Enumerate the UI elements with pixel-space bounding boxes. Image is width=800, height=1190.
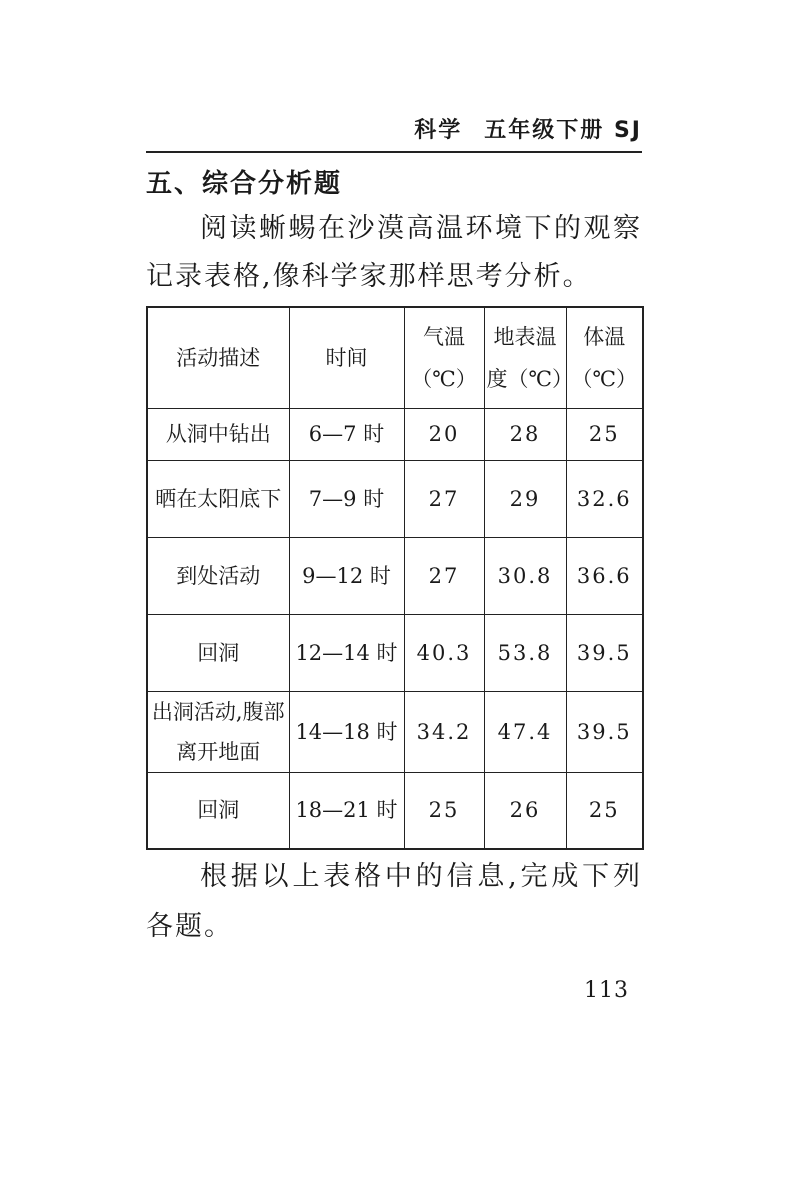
table-row xyxy=(147,691,643,772)
column-header-activity: 活动描述 xyxy=(147,307,289,408)
time-cell: 14—18 时 xyxy=(289,691,404,772)
activity-cell: 回洞 xyxy=(147,614,289,691)
page-header xyxy=(146,113,642,144)
observation-table xyxy=(146,306,644,850)
activity-cell: 从洞中钻出 xyxy=(147,408,289,460)
body-temp-cell: 25 xyxy=(566,408,643,460)
conclusion-paragraph: 根据以上表格中的信息,完成下列各题。 xyxy=(146,861,642,942)
section-title: 五、综合分析题 xyxy=(146,169,343,199)
column-header-air-temp: 气温（℃） xyxy=(404,307,484,408)
time-cell: 9—12 时 xyxy=(289,537,404,614)
air-temp-cell: 40.3 xyxy=(404,614,484,691)
column-header-body-temp: 体温（℃） xyxy=(566,307,643,408)
ground-temp-cell: 26 xyxy=(484,772,566,849)
air-temp-cell: 20 xyxy=(404,408,484,460)
page-number: 113 xyxy=(584,978,629,1003)
air-temp-cell: 34.2 xyxy=(404,691,484,772)
intro-paragraph: 阅读蜥蜴在沙漠高温环境下的观察记录表格,像科学家那样思考分析。 xyxy=(146,213,642,292)
time-cell: 12—14 时 xyxy=(289,614,404,691)
activity-cell: 出洞活动,腹部离开地面 xyxy=(147,691,289,772)
air-temp-cell: 27 xyxy=(404,537,484,614)
time-cell: 7—9 时 xyxy=(289,460,404,537)
ground-temp-cell: 29 xyxy=(484,460,566,537)
ground-temp-cell: 30.8 xyxy=(484,537,566,614)
table-row xyxy=(147,614,643,691)
table-row xyxy=(147,772,643,849)
header-subject: 科学 xyxy=(414,118,463,143)
table-row xyxy=(147,408,643,460)
ground-temp-cell: 53.8 xyxy=(484,614,566,691)
air-temp-cell: 27 xyxy=(404,460,484,537)
ground-temp-cell: 28 xyxy=(484,408,566,460)
header-grade: 五年级下册 SJ xyxy=(484,118,642,143)
header-rule xyxy=(146,151,642,153)
body-temp-cell: 25 xyxy=(566,772,643,849)
activity-cell: 晒在太阳底下 xyxy=(147,460,289,537)
air-temp-cell: 25 xyxy=(404,772,484,849)
ground-temp-cell: 47.4 xyxy=(484,691,566,772)
table-header-row xyxy=(147,307,643,408)
body-temp-cell: 39.5 xyxy=(566,614,643,691)
table-row xyxy=(147,537,643,614)
body-temp-cell: 36.6 xyxy=(566,537,643,614)
column-header-time: 时间 xyxy=(289,307,404,408)
activity-cell: 到处活动 xyxy=(147,537,289,614)
body-temp-cell: 39.5 xyxy=(566,691,643,772)
time-cell: 18—21 时 xyxy=(289,772,404,849)
activity-cell: 回洞 xyxy=(147,772,289,849)
body-temp-cell: 32.6 xyxy=(566,460,643,537)
column-header-ground-temp: 地表温度（℃） xyxy=(484,307,566,408)
table-row xyxy=(147,460,643,537)
time-cell: 6—7 时 xyxy=(289,408,404,460)
